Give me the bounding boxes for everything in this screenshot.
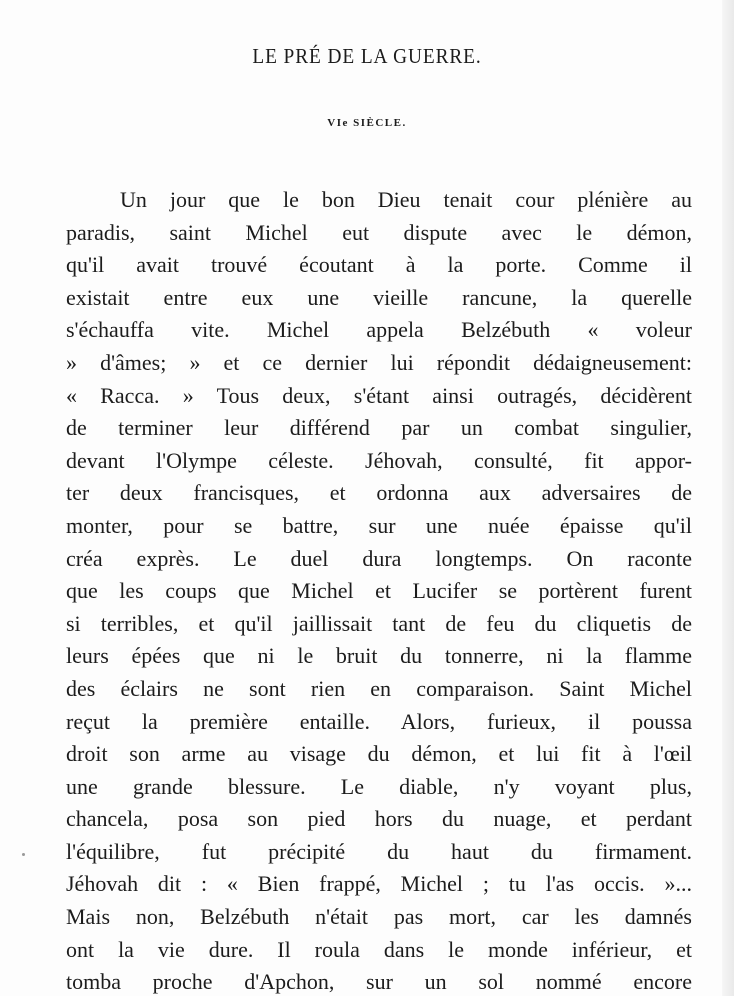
text-line: s'échauffa vite. Michel appela Belzébuth « voleur	[66, 317, 692, 343]
page-edge	[722, 0, 734, 996]
chapter-title: LE PRÉ DE LA GUERRE.	[252, 44, 482, 68]
text-line: chancela, posa son pied hors du nuage, et perdant	[66, 806, 692, 832]
text-line: si terribles, et qu'il jaillissait tant de feu du cliquetis de	[66, 610, 692, 636]
text-line: » d'âmes; » et ce dernier lui répondit dédaigneusement:	[66, 349, 692, 375]
text-line: existait entre eux une vieille rancune, la querelle	[66, 284, 692, 310]
text-line: Mais non, Belzébuth n'était pas mort, car les damnés	[66, 904, 692, 930]
text-line: tomba proche d'Apchon, sur un sol nommé encore	[66, 969, 692, 995]
margin-speck	[22, 853, 25, 856]
text-line: ter deux francisques, et ordonna aux adversaires de	[66, 480, 692, 506]
text-line: l'équilibre, fut précipité du haut du firmament.	[66, 838, 692, 864]
body-paragraph	[66, 184, 692, 999]
text-line: une grande blessure. Le diable, n'y voyant plus,	[66, 773, 692, 799]
text-line: Jéhovah dit : « Bien frappé, Michel ; tu l'as occis. »...	[66, 871, 692, 897]
text-line: ont la vie dure. Il roula dans le monde inférieur, et	[66, 936, 692, 962]
text-line: créa exprès. Le duel dura longtemps. On raconte	[66, 545, 692, 571]
text-line: qu'il avait trouvé écoutant à la porte. Comme il	[66, 252, 692, 278]
text-line: devant l'Olympe céleste. Jéhovah, consulté, fit appor-	[66, 447, 692, 473]
text-line: « Racca. » Tous deux, s'étant ainsi outragés, décidèrent	[66, 382, 692, 408]
text-line: que les coups que Michel et Lucifer se portèrent furent	[66, 578, 692, 604]
text-line: droit son arme au visage du démon, et lui fit à l'œil	[66, 741, 692, 767]
text-line: leurs épées que ni le bruit du tonnerre, ni la flamme	[66, 643, 692, 669]
text-line: reçut la première entaille. Alors, furieux, il poussa	[66, 708, 692, 734]
chapter-subtitle: VIe SIÈCLE.	[327, 117, 407, 129]
text-line: des éclairs ne sont rien en comparaison. Saint Michel	[66, 675, 692, 701]
text-line: paradis, saint Michel eut dispute avec le démon,	[66, 219, 692, 245]
text-line: Un jour que le bon Dieu tenait cour plénière au	[120, 187, 692, 212]
text-line: monter, pour se battre, sur une nuée épaisse qu'il	[66, 512, 692, 538]
text-line: de terminer leur différend par un combat singulier,	[66, 415, 692, 441]
